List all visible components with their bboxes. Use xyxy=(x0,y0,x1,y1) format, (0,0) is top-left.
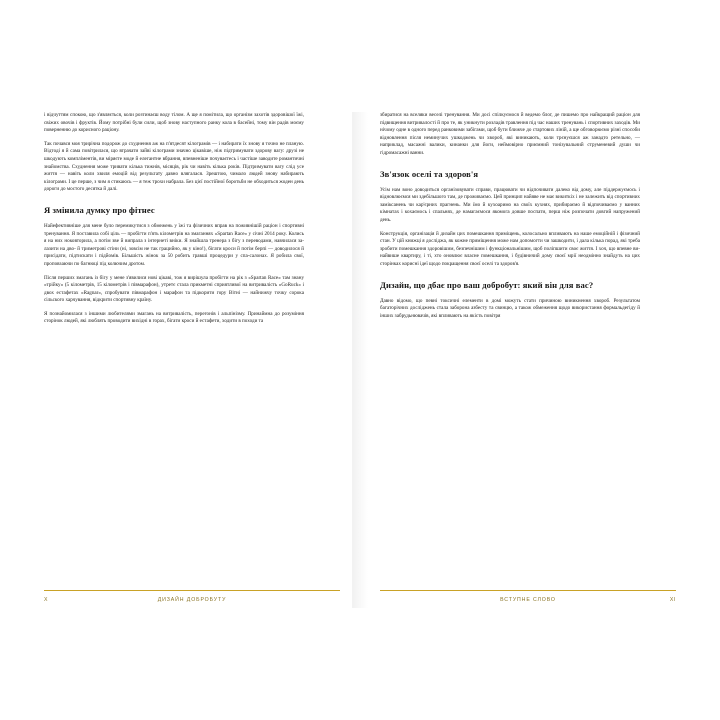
footer-rule xyxy=(44,590,340,591)
running-head-right: ВСТУПНЕ СЛОВО xyxy=(500,597,556,603)
page-number-right: XI xyxy=(669,597,676,603)
paragraph: Я познайомилася з іншими любителями змагань на витривалість, перегонів і альпінізму. Принаймна до розуміння сторінок людей, які люблять проводити вихідні в горах, бігати кроси й естафети, ходити в походи та xyxy=(44,310,304,325)
paragraph: Усім нам воно доводиться організовувати справи, працювати чи відпочивати далеко від дому, але піддержуємось і відновлюємся ми здебільшого там, де проживаємо. Цей принцип найяве не має викиткіх і не залежить від спортивних заміксанень чи кар'єрних прагнень. Ми їмо й кухоаримо на своїх кухнях, прибираємо й відпочиваємо у ванних кімнатах і кохаємось і спальнях, де намагаємося якомога довше поспати, перш ніж розпочати довгий напружений день. xyxy=(380,186,640,223)
left-page-text-column xyxy=(44,112,304,326)
paragraph: Після перших змагань із бігу у мене з'явилися нові цікаві, тож я вирішула пробігти на рік з «Spartan Race» там знану «трійку» (5 кілометрів, 15 кілометрів і півмарафон), утретє стала прикметні сприятливої на витривалість «GoRuck» і двох естафетах «Ragnar», спробувати півмарафон і марафон та підкорити гору Вітні — найнижчу точку сорока сільского харчування, відкрити спортивну країну. xyxy=(44,274,304,304)
section-heading: Я змінила думку про фітнес xyxy=(44,204,155,215)
paragraph: Так почався моя трирічна подорож до схуднення аж на п'ятдесят кілограмів — і набирати їх знову я точно не планую. Відтоді я й сама повітрилася, що втрачати зайві кілограми значно цікавіше, ніж підтримувати здорову вагу: друзі не шкодують компліментів, ви міряєте моде й елегантне вбрання, впевненіше почуваєтесь і частіше заводите романтичні знайомства. Схуднення може тривати кілька тижнів, місяців, рік чи навіть кілька років. Підтримувати вагу слід усе життя — навіть коли хвиля емоцій від результату давно влягалася. Зрештою, чимало людей знову набирають кілограми. І це перше, з чим я стикаюсь — я теж трохи набрала. Без цієї постійної боротьби не обходиться жоден день дороги до мостого десятка й далі. xyxy=(44,140,304,193)
paragraph: Давно відомо, що певні токсичні елементи в домі можуть стати причиною виникнення хвороб. Результатом багаторічних досліджень стала заборона азбесту та свинцю, а також обмеження щодо використання формальдегіду й інших забрудьнювачів, які впливають на якість повітря xyxy=(380,297,640,319)
right-page xyxy=(380,112,676,612)
page-number-left: X xyxy=(44,597,49,603)
paragraph: збиратися на вселяки веселі тренування. Ми досі спілкуємося й ведемо блог, де пишемо про найкращий раціон для підвищення витривалості й про те, як уникнути розладів травлення під час наших тренувань і спортивних заходів. Ми нічому одне в одного перед ранковими забігами, щоб бути ближче до стартових ліній, а ще обговорюємо різні способи відновлення після неминучих ушкоджень чи хвороб, які виникають, коли трєнуєшся аж занадто ретельно, — наприклад, масажні валики, кинанки для йоги, неймовірно приємний тонізувальний струменевий души чи гідромасажні ванни. xyxy=(380,112,640,156)
section-heading: Зв'язок оселі та здоров'я xyxy=(380,168,479,179)
running-head-left: ДИЗАЙН ДОБРОБУТУ xyxy=(157,597,227,603)
left-page xyxy=(44,112,340,612)
right-page-footer xyxy=(380,590,676,612)
paragraph: Конструкція, організація й дизайн цих помешкання приміщень, колосально впливають на наше емоційній і фізичний стан. У цій книжці я досліджа, як кожне приміщення може нам допомогти чи зашкодити, і дала кілька порад, які треба зробити помешкання здоровішим, безпечнішим і функціональнішим, щоб поліпшити своє життя. І хоч, що впевне винайвише квартиру, і ті, хто оновлює власне помешкання, і будівничий дому своєї мрії неодмінно знайдуть на цих сторінках корисні ідеї щодо покращення своєї оселі та здоров'я. xyxy=(380,230,640,267)
footer-rule xyxy=(380,590,676,591)
paragraph: і відчуттям спокою, що з'являється, коли розтинаєш воду тілом. А ще я помітила, що організм захотів здоровішої їжі, свіжих овочів і фруктів. Йому потрібні були сили, щоб знову наступного ранку кола в басейні, тому він радів моєму поверненню до корисного раціону. xyxy=(44,112,304,134)
section-heading: Дизайн, що дбає про ваш добробут: який він для вас? xyxy=(380,279,594,290)
right-page-text-column xyxy=(380,112,640,320)
paragraph: Найефективніше для мене було перемикутися з обмежень у їжі та фізичних вправ на поживнішій раціон і спортивні тренування. Я поставила собі ціль — пробігти п'ять кілометрів на змаганнях «Spartan Race» у січні 2014 року. Колись я на них ноковторила, а потім зве й випрала з інтернеті вніки. Я знайшла тренера з бігу з переводами, навчилася залазити на дво- й триметрові стіни (ні, зовсім не так грацийно, як у кіно!), бігати кроси й потім берпі — доводилося й присідати, підтискати і підйомів. Більшість жінок за 50 робить гравші процедури у спа-салонах. Я робила свої, проповзаючи по багнюці під колючим дротом. xyxy=(44,222,304,267)
gutter-shadow xyxy=(352,112,368,608)
left-page-footer xyxy=(44,590,340,612)
